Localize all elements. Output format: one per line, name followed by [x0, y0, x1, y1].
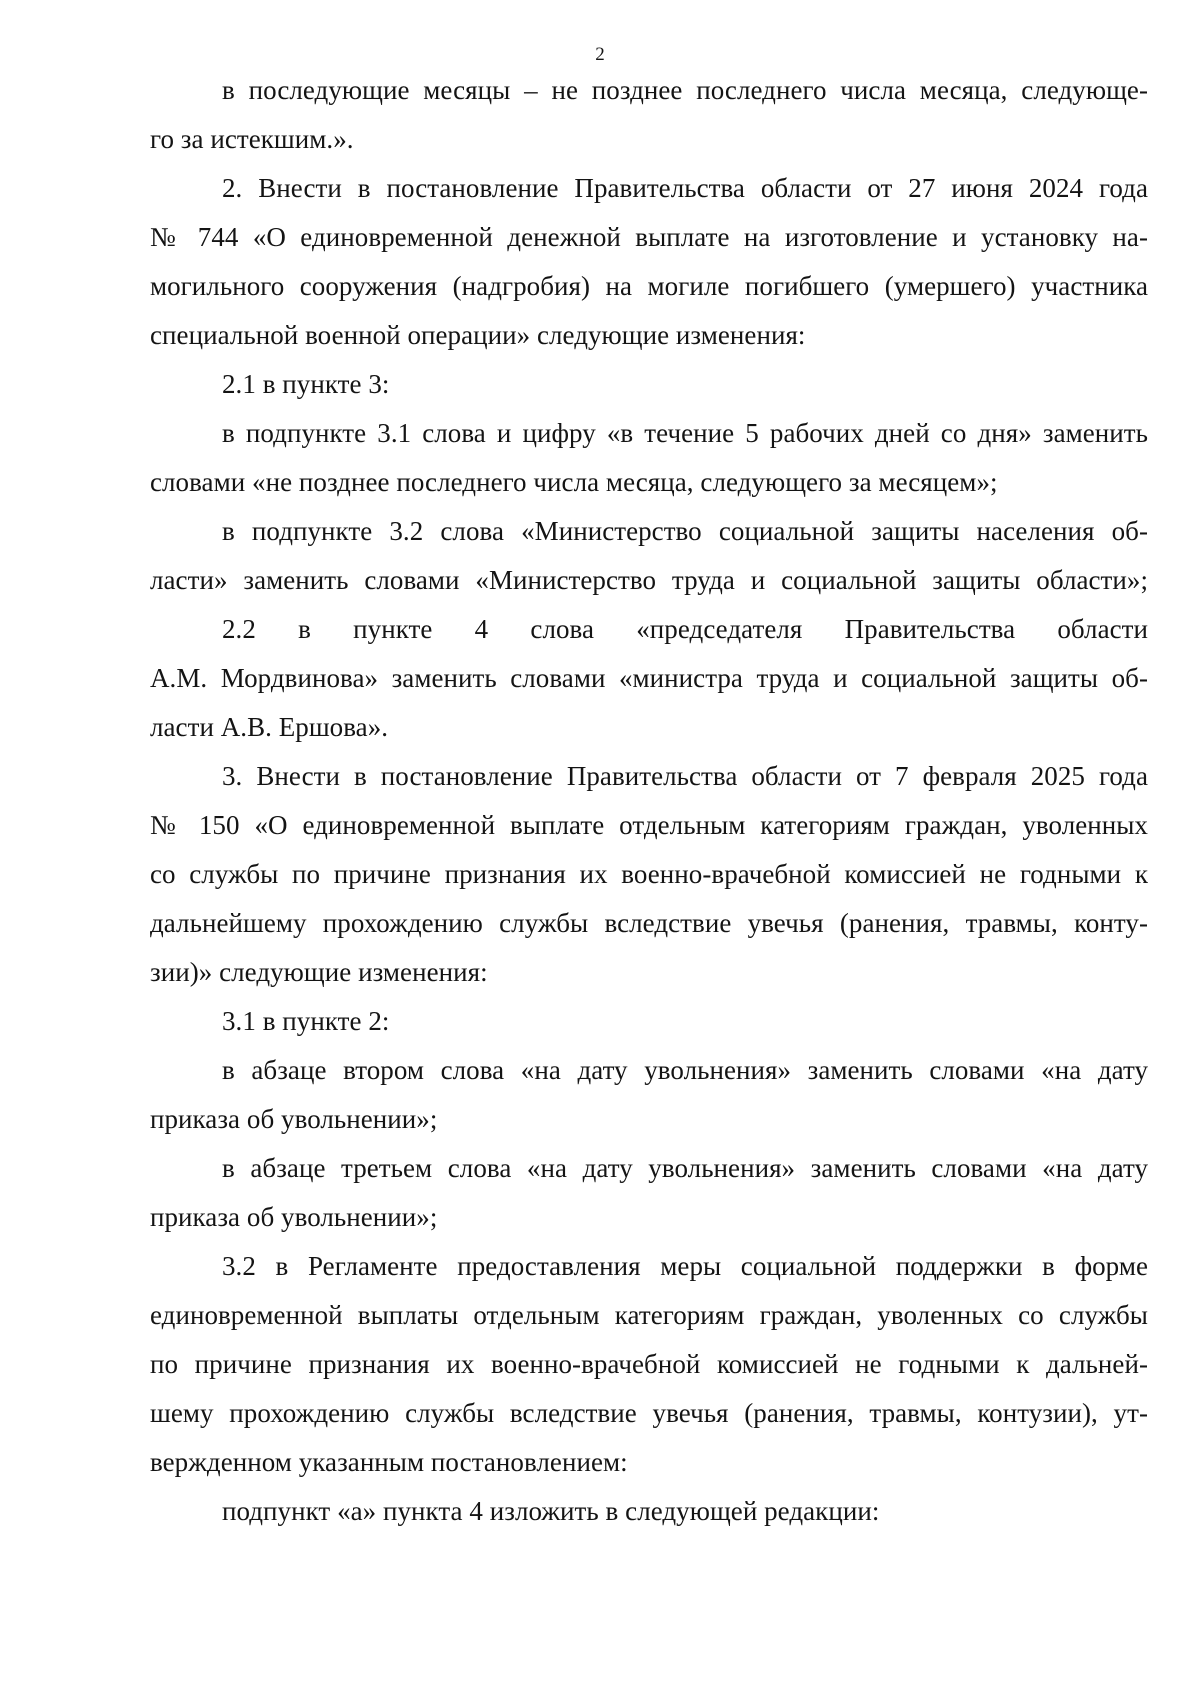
text-line: могильного сооружения (надгробия) на могиле погибшего (умершего) участника	[150, 271, 1148, 301]
text-line: зии)» следующие изменения:	[150, 957, 488, 987]
text-line: приказа об увольнении»;	[150, 1202, 438, 1232]
document-body	[150, 66, 1148, 1536]
text-line: подпункт «а» пункта 4 изложить в следующей редакции:	[222, 1496, 880, 1526]
text-line: 3.2 в Регламенте предоставления меры социальной поддержки в форме	[222, 1251, 1148, 1281]
text-line: в абзаце втором слова «на дату увольнения» заменить словами «на дату	[222, 1055, 1148, 1085]
text-line: по причине признания их военно-врачебной комиссией не годными к дальней-	[150, 1349, 1148, 1379]
text-line: ласти А.В. Ершова».	[150, 712, 389, 742]
text-line: шему прохождению службы вследствие увечья (ранения, травмы, контузии), ут-	[150, 1398, 1148, 1428]
text-line: в подпункте 3.2 слова «Министерство социальной защиты населения об-	[222, 516, 1148, 546]
text-line: приказа об увольнении»;	[150, 1104, 438, 1134]
text-line: в абзаце третьем слова «на дату увольнения» заменить словами «на дату	[222, 1153, 1148, 1183]
text-line: 3. Внести в постановление Правительства области от 7 февраля 2025 года	[222, 761, 1148, 791]
text-line: специальной военной операции» следующие изменения:	[150, 320, 806, 350]
text-line: словами «не позднее последнего числа месяца, следующего за месяцем»;	[150, 467, 998, 497]
text-line: в последующие месяцы – не позднее последнего числа месяца, следующе-	[222, 75, 1148, 105]
text-line: 2.2 в пункте 4 слова «председателя Правительства области	[222, 614, 1148, 644]
text-line: 2.1 в пункте 3:	[222, 369, 390, 399]
text-line: дальнейшему прохождению службы вследствие увечья (ранения, травмы, конту-	[150, 908, 1148, 938]
text-line: № 744 «О единовременной денежной выплате на изготовление и установку на-	[150, 222, 1148, 252]
text-line: 3.1 в пункте 2:	[222, 1006, 390, 1036]
text-line: № 150 «О единовременной выплате отдельным категориям граждан, уволенных	[150, 810, 1148, 840]
text-line: го за истекшим.».	[150, 124, 354, 154]
text-line: в подпункте 3.1 слова и цифру «в течение 5 рабочих дней со дня» заменить	[222, 418, 1148, 448]
text-line: единовременной выплаты отдельным категориям граждан, уволенных со службы	[150, 1300, 1148, 1330]
text-line: ласти» заменить словами «Министерство труда и социальной защиты области»;	[150, 565, 1148, 595]
page-number: 2	[595, 44, 605, 65]
text-line: со службы по причине признания их военно-врачебной комиссией не годными к	[150, 859, 1148, 889]
text-line: 2. Внести в постановление Правительства области от 27 июня 2024 года	[222, 173, 1148, 203]
text-line: А.М. Мордвинова» заменить словами «министра труда и социальной защиты об-	[150, 663, 1148, 693]
text-line: вержденном указанным постановлением:	[150, 1447, 628, 1477]
